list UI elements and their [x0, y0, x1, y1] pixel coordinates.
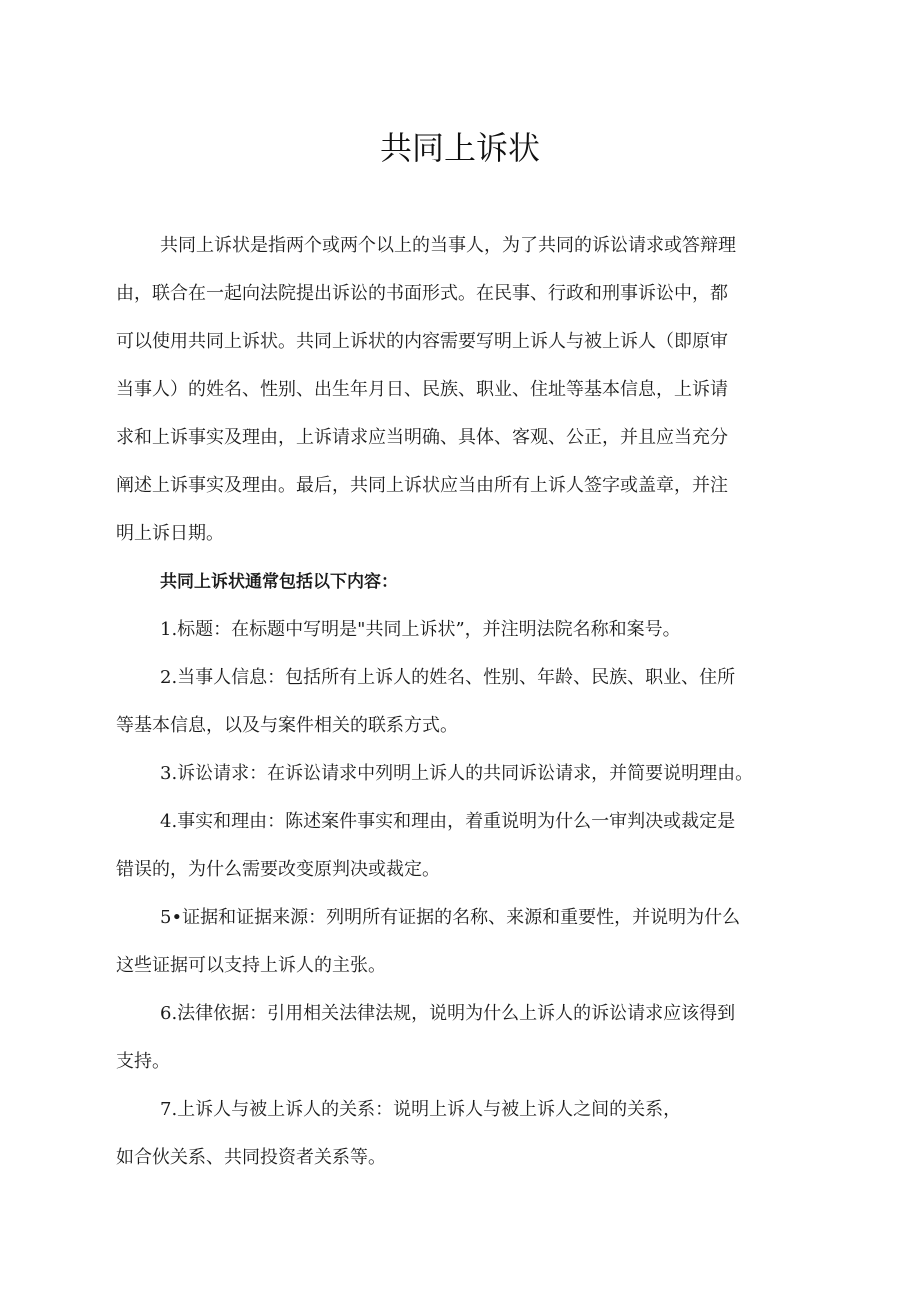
list-item — [116, 990, 816, 1086]
list-item — [116, 654, 816, 750]
list-item — [116, 1086, 816, 1182]
intro-paragraph — [116, 222, 816, 558]
intro-line: 当事人）的姓名、性别、出生年月日、民族、职业、住址等基本信息，上诉请 — [116, 379, 728, 400]
content-list — [116, 606, 816, 1182]
list-item — [116, 606, 816, 654]
list-item-line: 7.上诉人与被上诉人的关系：说明上诉人与被上诉人之间的关系， — [160, 1099, 682, 1120]
list-item-line: 错误的，为什么需要改变原判决或裁定。 — [116, 859, 440, 880]
section-heading: 共同上诉状通常包括以下内容： — [160, 572, 398, 592]
list-item-line: 1.标题：在标题中写明是"共同上诉状”，并注明法院名称和案号。 — [160, 619, 681, 640]
intro-line: 由，联合在一起向法院提出诉讼的书面形式。在民事、行政和刑事诉讼中，都 — [116, 283, 728, 304]
list-item-line: 等基本信息，以及与案件相关的联系方式。 — [116, 715, 458, 736]
intro-line: 可以使用共同上诉状。共同上诉状的内容需要写明上诉人与被上诉人（即原审 — [116, 331, 728, 352]
list-item-line: 这些证据可以支持上诉人的主张。 — [116, 955, 386, 976]
list-item — [116, 894, 816, 990]
document-body — [116, 222, 816, 1182]
list-item-line: 如合伙关系、共同投资者关系等。 — [116, 1147, 386, 1168]
list-item-line: 3.诉讼请求：在诉讼请求中列明上诉人的共同诉讼请求，并简要说明理由。 — [160, 763, 754, 784]
list-item-line: 6.法律依据：引用相关法律法规，说明为什么上诉人的诉讼请求应该得到 — [160, 1003, 736, 1024]
list-item — [116, 750, 816, 798]
list-item — [116, 798, 816, 894]
list-item-line: 4.事实和理由：陈述案件事实和理由，着重说明为什么一审判决或裁定是 — [160, 811, 736, 832]
intro-line: 明上诉日期。 — [116, 523, 224, 544]
page-title: 共同上诉状 — [379, 129, 540, 167]
intro-line: 共同上诉状是指两个或两个以上的当事人，为了共同的诉讼请求或答辩理 — [160, 235, 736, 256]
list-item-line: 2.当事人信息：包括所有上诉人的姓名、性别、年龄、民族、职业、住所 — [160, 667, 736, 688]
list-item-line: 支持。 — [116, 1051, 170, 1072]
intro-line: 阐述上诉事实及理由。最后，共同上诉状应当由所有上诉人签字或盖章，并注 — [116, 475, 728, 496]
intro-line: 求和上诉事实及理由，上诉请求应当明确、具体、客观、公正，并且应当充分 — [116, 427, 728, 448]
list-item-line: 5•证据和证据来源：列明所有证据的名称、来源和重要性，并说明为什么 — [160, 907, 741, 928]
